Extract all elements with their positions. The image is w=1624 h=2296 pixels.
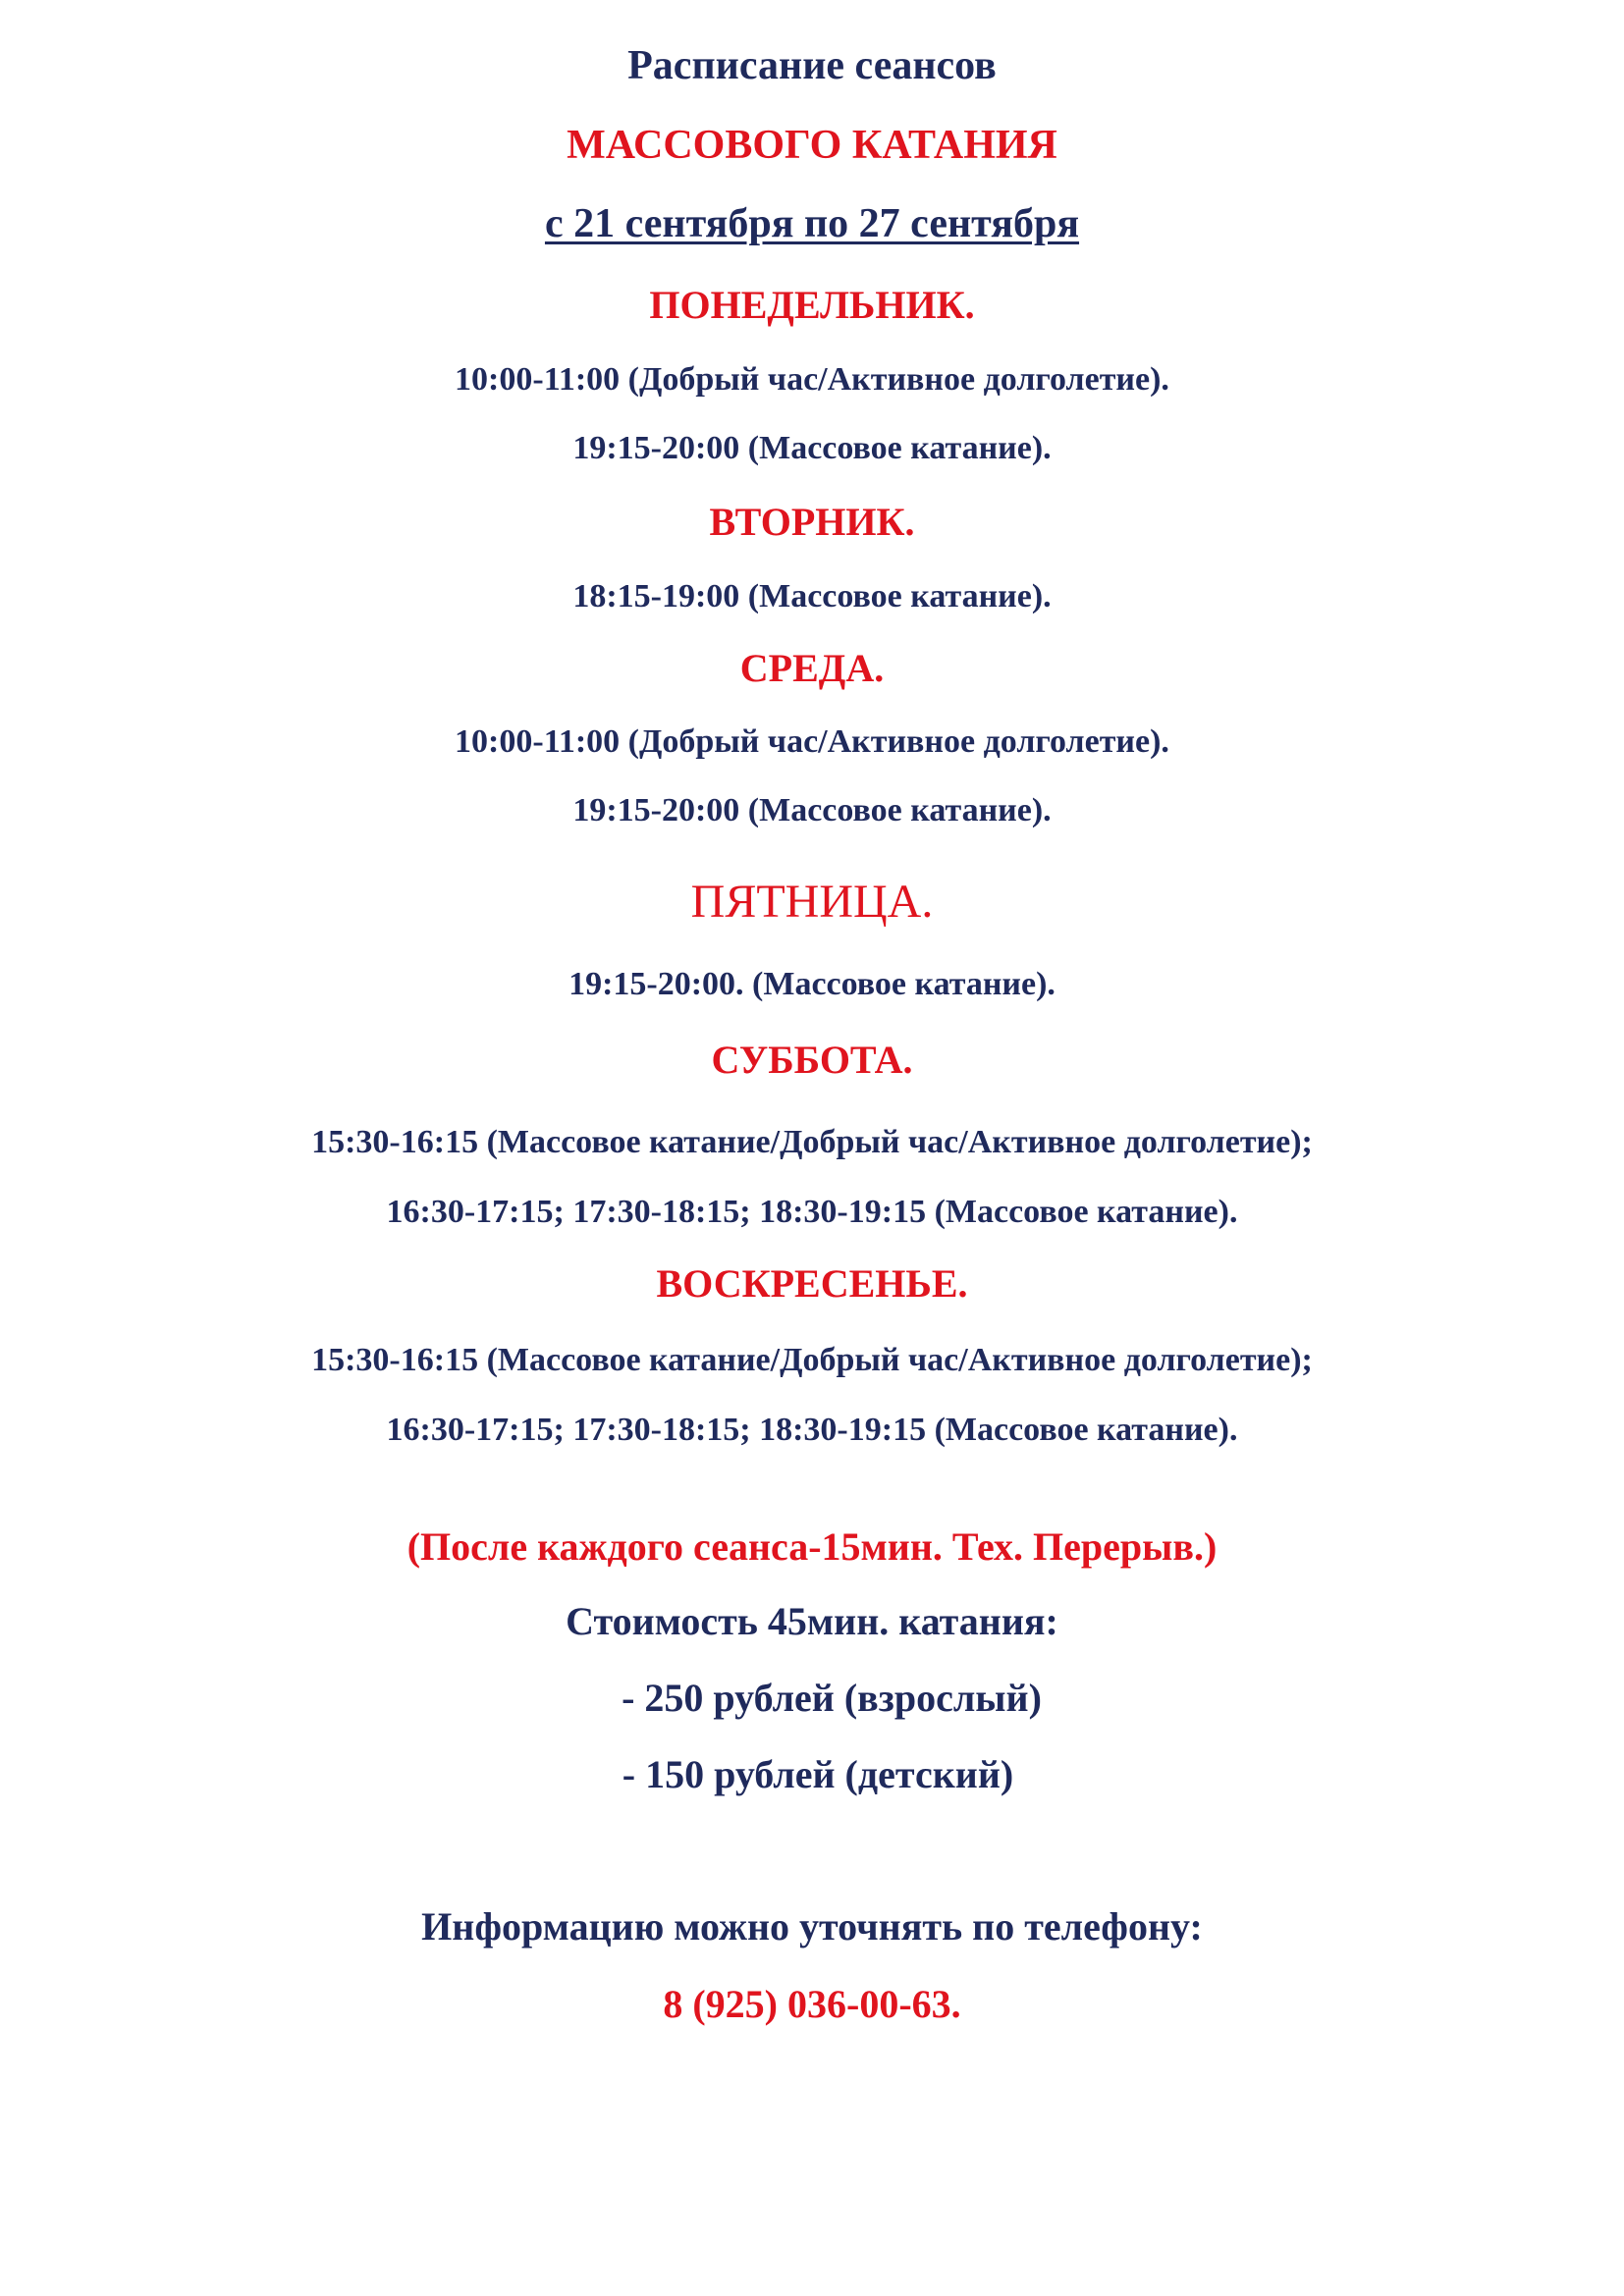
day-heading-monday: ПОНЕДЕЛЬНИК. [649,283,975,327]
session-sunday-1: 15:30-16:15 (Массовое катание/Добрый час/Активное долголетие); [311,1342,1313,1378]
price-adult: - 250 рублей (взрослый) [622,1676,1042,1720]
info-text: Информацию можно уточнять по телефону: [421,1904,1203,1949]
price-child: - 150 рублей (детский) [622,1752,1014,1796]
session-saturday-1: 15:30-16:15 (Массовое катание/Добрый час/Активное долголетие); [311,1124,1313,1160]
day-heading-friday: ПЯТНИЦА. [690,876,934,928]
session-monday-2: 19:15-20:00 (Массовое катание). [572,430,1052,466]
schedule-subtitle: МАССОВОГО КАТАНИЯ [567,123,1057,168]
session-wednesday-1: 10:00-11:00 (Добрый час/Активное долголетие). [455,723,1169,760]
phone-number: 8 (925) 036-00-63. [663,1982,961,2026]
break-note: (После каждого сеанса-15мин. Тех. Перерыв.) [406,1524,1218,1569]
day-heading-tuesday: ВТОРНИК. [709,500,915,544]
day-heading-saturday: СУББОТА. [711,1038,913,1082]
session-wednesday-2: 19:15-20:00 (Массовое катание). [572,792,1052,828]
day-heading-sunday: ВОСКРЕСЕНЬЕ. [656,1261,968,1306]
date-range: с 21 сентября по 27 сентября [544,201,1080,246]
session-monday-1: 10:00-11:00 (Добрый час/Активное долголетие). [455,361,1169,398]
session-sunday-2: 16:30-17:15; 17:30-18:15; 18:30-19:15 (Массовое катание). [386,1412,1238,1448]
day-heading-wednesday: СРЕДА. [739,646,885,690]
schedule-title: Расписание сеансов [627,43,997,88]
session-saturday-2: 16:30-17:15; 17:30-18:15; 18:30-19:15 (Массовое катание). [386,1194,1238,1230]
price-title: Стоимость 45мин. катания: [566,1599,1058,1643]
session-tuesday-1: 18:15-19:00 (Массовое катание). [572,578,1052,614]
session-friday-1: 19:15-20:00. (Массовое катание). [568,966,1056,1002]
